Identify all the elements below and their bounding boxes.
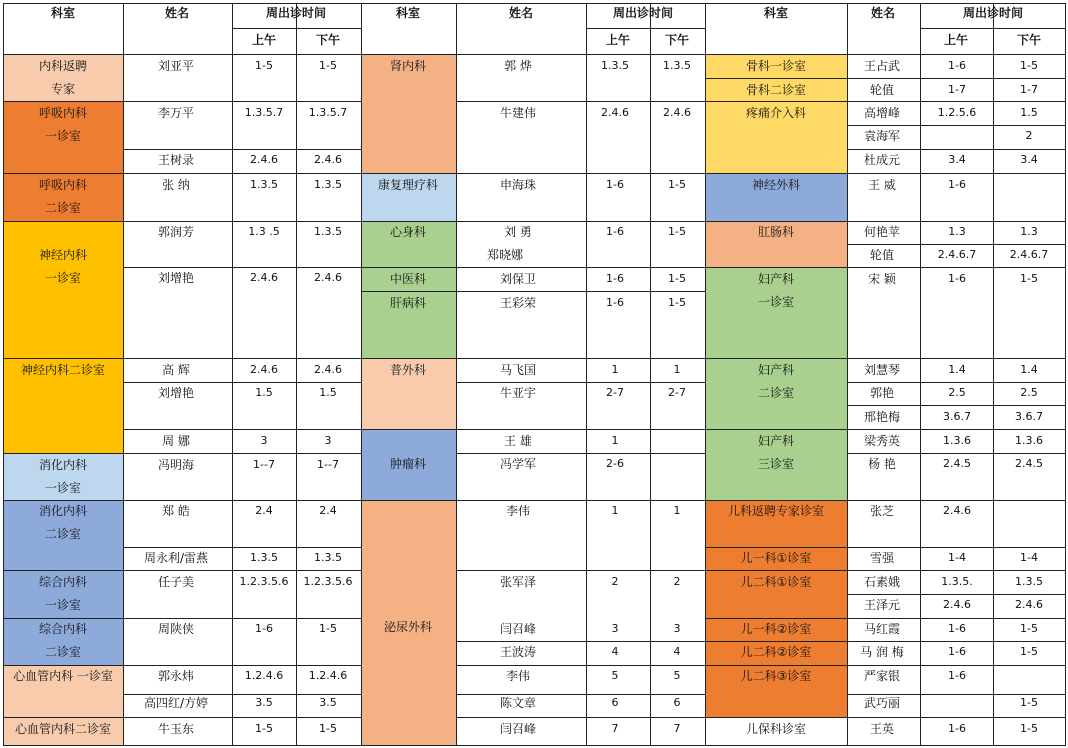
pm-days: 1-5 xyxy=(1020,722,1038,735)
doctor-name: 王 雄 xyxy=(504,434,532,448)
grid-line-h xyxy=(456,665,705,666)
am-days: 4 xyxy=(611,645,619,658)
doctor-name: 马红霞 xyxy=(863,622,900,636)
doctor-name: 雪强 xyxy=(869,551,894,565)
dept-label: 二诊室 xyxy=(44,201,81,215)
grid-line-h xyxy=(123,429,361,430)
am-days: 2-7 xyxy=(606,386,624,399)
dept-label: 肿瘤科 xyxy=(389,457,426,471)
doctor-name: 张芝 xyxy=(869,504,894,518)
header-pm: 下午 xyxy=(664,33,689,47)
am-days: 1-6 xyxy=(255,622,273,635)
doctor-name: 严家银 xyxy=(863,669,900,683)
doctor-name: 刘增艳 xyxy=(157,271,194,285)
doctor-name: 张军泽 xyxy=(499,575,536,589)
pm-days: 2-7 xyxy=(668,386,686,399)
dept-label: 一诊室 xyxy=(757,295,794,309)
pm-days: 5 xyxy=(673,669,681,682)
doctor-name: 轮值 xyxy=(869,248,894,262)
am-days: 1-4 xyxy=(948,551,966,564)
grid-line-h xyxy=(847,382,1065,383)
header-name: 姓名 xyxy=(508,6,533,20)
doctor-name: 马飞国 xyxy=(499,363,536,377)
doctor-name: 郭永炜 xyxy=(157,669,194,683)
am-days: 1-5 xyxy=(255,722,273,735)
am-days: 1-6 xyxy=(948,645,966,658)
am-days: 2 xyxy=(611,575,619,588)
pm-days: 1-7 xyxy=(1020,83,1038,96)
header-week: 周出诊时间 xyxy=(612,6,673,20)
pm-days: 2.4.6 xyxy=(1015,598,1043,611)
doctor-name: 刘增艳 xyxy=(157,386,194,400)
pm-days: 1.5 xyxy=(319,386,337,399)
dept-label: 心血管内科二诊室 xyxy=(14,722,111,736)
am-days: 1.3.5 xyxy=(250,551,278,564)
pm-days: 1-5 xyxy=(668,272,686,285)
pm-days: 3 xyxy=(324,434,332,447)
am-days: 1-6 xyxy=(948,272,966,285)
am-days: 1.5 xyxy=(255,386,273,399)
doctor-name: 轮值 xyxy=(869,83,894,97)
grid-line-h xyxy=(456,101,705,102)
dept-label: 肝病科 xyxy=(389,296,426,310)
header-am: 上午 xyxy=(605,33,630,47)
doctor-name: 邢艳梅 xyxy=(863,410,900,424)
am-days: 1-6 xyxy=(606,296,624,309)
am-days: 1.2.5.6 xyxy=(937,106,977,119)
pm-days: 1-5 xyxy=(319,59,337,72)
dept-label: 儿二科②诊室 xyxy=(740,645,812,659)
doctor-name: 何艳苹 xyxy=(863,225,900,239)
doctor-name: 刘慧琴 xyxy=(863,363,900,377)
am-days: 1-6 xyxy=(948,622,966,635)
am-days: 1-5 xyxy=(255,59,273,72)
dept-label: 儿二科①诊室 xyxy=(740,575,812,589)
dept-label: 一诊室 xyxy=(44,129,81,143)
doctor-name: 王 威 xyxy=(868,178,896,192)
dept-label: 呼吸内科 xyxy=(38,106,87,120)
doctor-name: 梁秀英 xyxy=(863,434,900,448)
grid-line-h xyxy=(361,221,705,222)
dept-label: 消化内科 xyxy=(38,504,87,518)
pm-days: 2 xyxy=(1025,129,1033,142)
grid-line-h xyxy=(3,221,361,222)
am-days: 1-7 xyxy=(948,83,966,96)
doctor-name: 牛玉东 xyxy=(157,722,194,736)
dept-label: 消化内科 xyxy=(38,458,87,472)
grid-line-h xyxy=(3,665,361,666)
doctor-name: 闫召峰 xyxy=(499,722,536,736)
am-days: 1.3.6 xyxy=(943,434,971,447)
pm-days: 2.4 xyxy=(319,504,337,517)
am-days: 6 xyxy=(611,696,619,709)
am-days: 2.4.6 xyxy=(250,271,278,284)
grid-line-h xyxy=(705,665,1065,666)
grid-line-h xyxy=(123,267,361,268)
pm-days: 1.2.4.6 xyxy=(308,669,348,682)
dept-label: 神经外科 xyxy=(751,178,800,192)
pm-days: 1.3.5.7 xyxy=(308,106,348,119)
header-pm: 下午 xyxy=(1016,33,1041,47)
grid-line-h xyxy=(847,244,1065,245)
pm-days: 2.4.5 xyxy=(1015,457,1043,470)
doctor-name: 刘保卫 xyxy=(499,272,536,286)
pm-days: 6 xyxy=(673,696,681,709)
pm-days: 1.3.5 xyxy=(314,225,342,238)
header-dept: 科室 xyxy=(50,6,75,20)
am-days: 1.2.4.6 xyxy=(244,669,284,682)
am-days: 1.4 xyxy=(948,363,966,376)
doctor-name: 王树录 xyxy=(157,153,194,167)
grid-line-h xyxy=(3,618,361,619)
pm-days: 1-5 xyxy=(1020,272,1038,285)
grid-line-h xyxy=(3,358,361,359)
grid-line-h xyxy=(361,358,705,359)
grid-line-h xyxy=(361,291,705,292)
pm-days: 2.4.6 xyxy=(663,106,691,119)
dept-label: 综合内科 xyxy=(38,575,87,589)
dept-label: 心身科 xyxy=(389,225,426,239)
am-days: 1-6 xyxy=(948,178,966,191)
header-am: 上午 xyxy=(943,33,968,47)
grid-line-h xyxy=(3,570,361,571)
doctor-name: 刘亚平 xyxy=(157,59,194,73)
pm-days: 1.3.5 xyxy=(314,178,342,191)
pm-days: 1-5 xyxy=(1020,59,1038,72)
header-pm: 下午 xyxy=(315,33,340,47)
grid-line-h xyxy=(705,358,1065,359)
pm-days: 3.6.7 xyxy=(1015,410,1043,423)
grid-line-h xyxy=(361,429,705,430)
pm-days: 2.4.6.7 xyxy=(1009,248,1049,261)
grid-line-h xyxy=(123,694,361,695)
pm-days: 2.4.6 xyxy=(314,153,342,166)
dept-label: 骨科一诊室 xyxy=(745,59,806,73)
am-days: 1 xyxy=(611,504,619,517)
pm-days: 3.5 xyxy=(319,696,337,709)
grid-line-h xyxy=(586,28,705,29)
doctor-name: 杨 艳 xyxy=(868,457,896,471)
grid-line-h xyxy=(456,453,705,454)
doctor-name: 陈文章 xyxy=(499,696,536,710)
dept-label: 神经内科二诊室 xyxy=(20,363,105,377)
dept-label: 呼吸内科 xyxy=(38,178,87,192)
dept-label: 一诊室 xyxy=(44,481,81,495)
grid-line-h xyxy=(456,641,705,642)
doctor-name: 宋 颖 xyxy=(868,272,896,286)
am-days: 1-6 xyxy=(948,722,966,735)
am-days: 2.4.5 xyxy=(943,457,971,470)
dept-label: 妇产科 xyxy=(757,434,794,448)
pm-days: 1-4 xyxy=(1020,551,1038,564)
doctor-name: 李伟 xyxy=(505,504,530,518)
grid-line-h xyxy=(123,382,361,383)
pm-days: 1.5 xyxy=(1020,106,1038,119)
pm-days: 2.4.6 xyxy=(314,271,342,284)
header-name: 姓名 xyxy=(164,6,189,20)
grid-line-h xyxy=(847,694,1065,695)
am-days: 1.3.5.7 xyxy=(244,106,284,119)
grid-line-h xyxy=(705,221,1065,222)
dept-label: 心血管内科 一诊室 xyxy=(13,669,113,683)
pm-days: 1 xyxy=(673,363,681,376)
doctor-name: 王英 xyxy=(869,722,894,736)
dept-label: 一诊室 xyxy=(44,271,81,285)
grid-line-h xyxy=(705,570,1065,571)
header-dept: 科室 xyxy=(763,6,788,20)
am-days: 3 xyxy=(260,434,268,447)
dept-label: 神经内科 xyxy=(38,248,87,262)
pm-days: 1 xyxy=(673,504,681,517)
grid-line-h xyxy=(705,500,1065,501)
grid-line-h xyxy=(3,173,361,174)
grid-line-h xyxy=(705,173,1065,174)
pm-days: 4 xyxy=(673,645,681,658)
grid-line-h xyxy=(456,717,705,718)
dept-label: 内科返聘 xyxy=(38,59,87,73)
doctor-name: 高增峰 xyxy=(863,106,900,120)
doctor-name: 牛建伟 xyxy=(499,106,536,120)
dept-label: 二诊室 xyxy=(44,527,81,541)
grid-line-h xyxy=(3,500,361,501)
grid-line-h xyxy=(705,78,1065,79)
doctor-name: 武巧丽 xyxy=(863,696,900,710)
am-days: 7 xyxy=(611,722,619,735)
doctor-name: 郭艳 xyxy=(869,386,894,400)
doctor-name: 周陕侠 xyxy=(157,622,194,636)
doctor-name: 王波涛 xyxy=(499,645,536,659)
dept-label: 一诊室 xyxy=(44,598,81,612)
grid-line-h xyxy=(705,717,1065,718)
doctor-name: 王占武 xyxy=(863,59,900,73)
pm-days: 2 xyxy=(673,575,681,588)
dept-label: 二诊室 xyxy=(44,645,81,659)
am-days: 1.3.5 xyxy=(250,178,278,191)
grid-line-h xyxy=(847,149,1065,150)
doctor-name: 王彩荣 xyxy=(499,296,536,310)
dept-label: 妇产科 xyxy=(757,363,794,377)
grid-line-h xyxy=(705,267,1065,268)
header-dept: 科室 xyxy=(395,6,420,20)
am-days: 1-6 xyxy=(606,225,624,238)
dept-label: 普外科 xyxy=(389,363,426,377)
am-days: 3.6.7 xyxy=(943,410,971,423)
pm-days: 1-5 xyxy=(319,722,337,735)
grid-line-h xyxy=(3,101,361,102)
doctor-name: 李伟 xyxy=(505,669,530,683)
am-days: 2.4.6 xyxy=(601,106,629,119)
am-days: 1.3 xyxy=(948,225,966,238)
grid-line-h xyxy=(705,547,1065,548)
grid-line-h xyxy=(3,745,1065,746)
doctor-name: 郭润芳 xyxy=(157,225,194,239)
pm-days: 2.4.6 xyxy=(314,363,342,376)
am-days: 1.2.3.5.6 xyxy=(239,575,289,588)
grid-line-h xyxy=(847,594,1065,595)
doctor-name: 袁海军 xyxy=(863,129,900,143)
grid-line-h xyxy=(3,453,361,454)
dept-label: 肛肠科 xyxy=(757,225,794,239)
am-days: 1.3.5 xyxy=(601,59,629,72)
header-week: 周出诊时间 xyxy=(265,6,326,20)
am-days: 3.4 xyxy=(948,153,966,166)
am-days: 2.4 xyxy=(255,504,273,517)
pm-days: 3.4 xyxy=(1020,153,1038,166)
grid-line-h xyxy=(123,149,361,150)
pm-days: 1.3.5 xyxy=(314,551,342,564)
dept-label: 三诊室 xyxy=(757,457,794,471)
am-days: 2.5 xyxy=(948,386,966,399)
am-days: 1--7 xyxy=(253,458,275,471)
dept-label: 儿一科②诊室 xyxy=(740,622,812,636)
doctor-name: 冯学军 xyxy=(499,457,536,471)
grid-line-h xyxy=(3,717,361,718)
pm-days: 1.3.6 xyxy=(1015,434,1043,447)
dept-label: 骨科二诊室 xyxy=(745,83,806,97)
doctor-name: 李万平 xyxy=(157,106,194,120)
grid-line-h xyxy=(3,54,1065,55)
dept-label: 康复理疗科 xyxy=(377,178,438,192)
pm-days: 1.3.5 xyxy=(663,59,691,72)
dept-label: 儿科返聘专家诊室 xyxy=(727,504,824,518)
pm-days: 7 xyxy=(673,722,681,735)
doctor-name: 马 润 梅 xyxy=(860,645,904,659)
doctor-name: 周 娜 xyxy=(162,434,190,448)
grid-line-h xyxy=(361,500,705,501)
dept-label: 妇产科 xyxy=(757,272,794,286)
am-days: 5 xyxy=(611,669,619,682)
am-days: 1-6 xyxy=(606,272,624,285)
pm-days: 1.4 xyxy=(1020,363,1038,376)
pm-days: 1.2.3.5.6 xyxy=(303,575,353,588)
grid-line-h xyxy=(361,267,705,268)
am-days: 3 xyxy=(611,622,619,635)
am-days: 2.4.6 xyxy=(250,363,278,376)
doctor-name: 申海珠 xyxy=(499,178,536,192)
am-days: 3.5 xyxy=(255,696,273,709)
doctor-name: 郑 皓 xyxy=(162,504,190,518)
am-days: 1-6 xyxy=(948,59,966,72)
am-days: 2.4.6.7 xyxy=(937,248,977,261)
doctor-name: 高四红/方婷 xyxy=(143,696,209,710)
dept-label: 疼痛介入科 xyxy=(745,106,806,120)
doctor-name: 张 纳 xyxy=(162,178,190,192)
pm-days: 1.3.5 xyxy=(1015,575,1043,588)
dept-label: 儿二科③诊室 xyxy=(740,669,812,683)
dept-label: 肾内科 xyxy=(389,59,426,73)
dept-label: 泌尿外科 xyxy=(383,620,432,634)
am-days: 2.4.6 xyxy=(250,153,278,166)
pm-days: 1-5 xyxy=(1020,696,1038,709)
doctor-name: 郑晓娜 xyxy=(486,248,523,262)
am-days: 1 xyxy=(611,434,619,447)
grid-line-h xyxy=(456,694,705,695)
doctor-name: 周永利/雷燕 xyxy=(143,551,209,565)
pm-days: 1.3 xyxy=(1020,225,1038,238)
am-days: 1.3.5. xyxy=(941,575,973,588)
pm-days: 1-5 xyxy=(1020,622,1038,635)
am-days: 1-6 xyxy=(606,178,624,191)
doctor-name: 冯明海 xyxy=(157,458,194,472)
doctor-name: 杜成元 xyxy=(863,153,900,167)
am-days: 1 xyxy=(611,363,619,376)
pm-days: 3 xyxy=(673,622,681,635)
doctor-name: 刘 勇 xyxy=(504,225,532,239)
dept-label: 中医科 xyxy=(389,272,426,286)
pm-days: 1-5 xyxy=(319,622,337,635)
doctor-name: 任子美 xyxy=(157,575,194,589)
doctor-name: 闫召峰 xyxy=(499,622,536,636)
pm-days: 1-5 xyxy=(1020,645,1038,658)
doctor-name: 郭 烨 xyxy=(504,59,532,73)
pm-days: 1--7 xyxy=(317,458,339,471)
doctor-name: 高 辉 xyxy=(162,363,190,377)
grid-line-h xyxy=(847,125,1065,126)
am-days: 1.3 .5 xyxy=(248,225,280,238)
grid-line-h xyxy=(847,405,1065,406)
am-days: 2-6 xyxy=(606,457,624,470)
header-am: 上午 xyxy=(251,33,276,47)
grid-line-h xyxy=(705,641,1065,642)
dept-label: 儿保科诊室 xyxy=(745,722,806,736)
grid-line-h xyxy=(123,547,361,548)
pm-days: 1-5 xyxy=(668,225,686,238)
am-days: 2.4.6 xyxy=(943,504,971,517)
grid-line-h xyxy=(456,570,705,571)
pm-days: 2.5 xyxy=(1020,386,1038,399)
header-name: 姓名 xyxy=(870,6,895,20)
am-days: 1-6 xyxy=(948,669,966,682)
dept-label: 二诊室 xyxy=(757,386,794,400)
header-week: 周出诊时间 xyxy=(962,6,1023,20)
grid-line-h xyxy=(705,618,1065,619)
dept-label: 儿一科①诊室 xyxy=(740,551,812,565)
dept-label: 综合内科 xyxy=(38,622,87,636)
doctor-name: 牛亚宇 xyxy=(499,386,536,400)
doctor-name: 石素娥 xyxy=(863,575,900,589)
grid-line-h xyxy=(456,382,705,383)
grid-line-h xyxy=(3,3,1065,4)
grid-line-h xyxy=(361,173,705,174)
am-days: 2.4.6 xyxy=(943,598,971,611)
pm-days: 1-5 xyxy=(668,296,686,309)
grid-line-h xyxy=(847,453,1065,454)
pm-days: 1-5 xyxy=(668,178,686,191)
dept-bg-shenjing-1 xyxy=(3,222,123,358)
dept-label: 专家 xyxy=(50,82,75,96)
grid-line-h xyxy=(705,101,1065,102)
doctor-name: 王泽元 xyxy=(863,598,900,612)
grid-line-h xyxy=(705,429,1065,430)
